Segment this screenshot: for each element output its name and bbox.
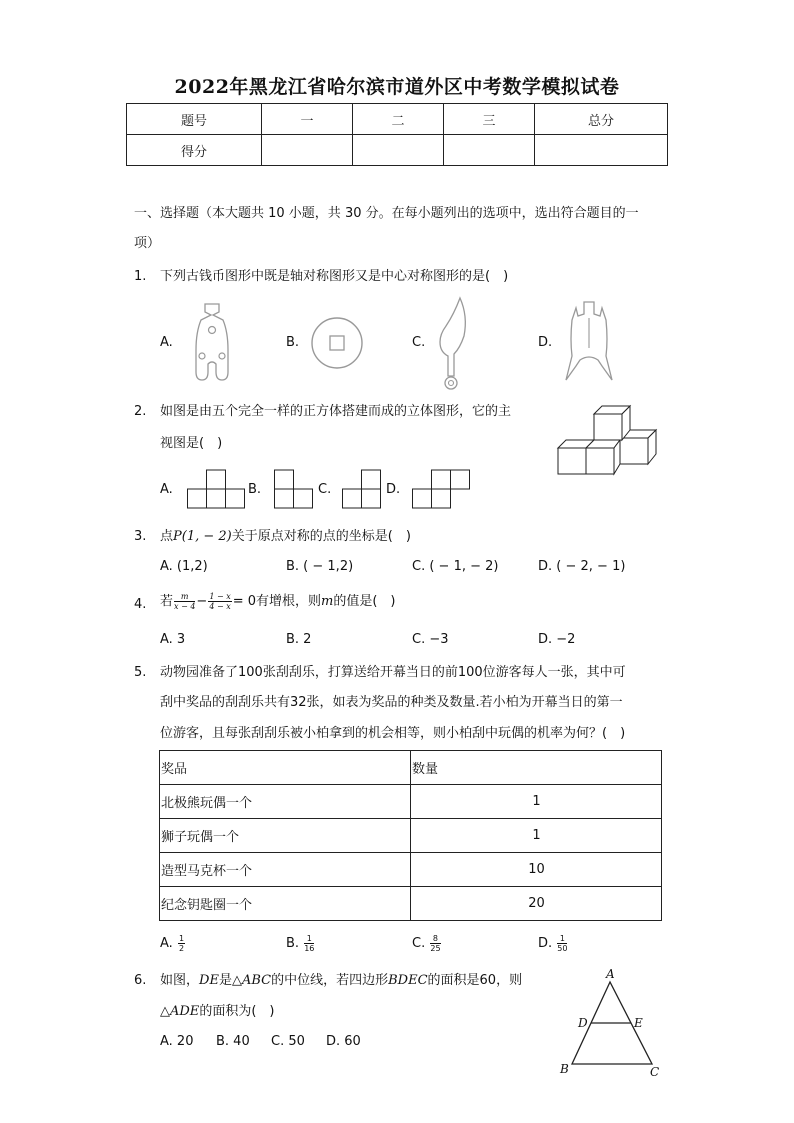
q1-option-d-label[interactable]: D. — [538, 335, 553, 350]
q6-number: 6. — [134, 973, 147, 988]
prize-table — [159, 750, 662, 921]
q6-math-abc: △ABC — [231, 973, 272, 988]
table-row — [160, 853, 662, 887]
q5-option-b-numerator: 1 — [304, 934, 314, 944]
prize-count-cell: 10 — [411, 853, 662, 887]
section-heading: 一、选择题（本大题共 10 小题，共 30 分。在每小题列出的选项中，选出符合题目的一 — [134, 206, 639, 221]
q6-math-de: DE — [199, 973, 219, 988]
table-row — [160, 819, 662, 853]
q6-triangle-figure — [556, 966, 666, 1078]
prize-name-cell: 造型马克杯一个 — [160, 853, 411, 887]
table-row — [160, 751, 662, 785]
prize-header-cell: 数量 — [411, 751, 662, 785]
page-title: 2022年黑龙江省哈尔滨市道外区中考数学模拟试卷 — [174, 76, 620, 98]
q6-option-c[interactable]: C. 50 — [271, 1034, 305, 1049]
q5-option-d-numerator: 1 — [557, 934, 567, 944]
q2-option-c-label[interactable]: C. — [318, 482, 332, 497]
q4-minus: − — [196, 594, 208, 609]
score-cell[interactable] — [353, 135, 444, 166]
score-header-cell: 一 — [262, 104, 353, 135]
q1-option-b-label[interactable]: B. — [286, 335, 300, 350]
q5-option-d-label: D. — [538, 936, 553, 951]
q4-fraction-2 — [208, 592, 231, 611]
q1-option-c-label[interactable]: C. — [412, 335, 426, 350]
q2-text-cont: 视图是( ) — [160, 436, 223, 451]
q6-option-a[interactable]: A. 20 — [160, 1034, 194, 1049]
q5-text: 动物园准备了100张刮刮乐，打算送给开幕当日的前100位游客每人一张，其中可 — [160, 665, 626, 680]
q5-option-d-denominator: 50 — [557, 944, 568, 953]
score-cell[interactable] — [535, 135, 668, 166]
q6-text-part: 如图， — [160, 973, 200, 988]
q6-text-part: 是 — [218, 973, 232, 988]
triangle-label-d: D — [578, 1016, 588, 1030]
q2-option-b-figure[interactable] — [274, 469, 316, 509]
q5-option-b-label: B. — [286, 936, 300, 951]
section-heading-cont: 项） — [134, 236, 161, 251]
q2-option-b-label[interactable]: B. — [248, 482, 262, 497]
q4-equation-tail: = 0有增根，则 — [232, 594, 321, 609]
q6-math-ade: △ADE — [160, 1004, 200, 1019]
q2-text: 如图是由五个完全一样的正方体搭建而成的立体图形，它的主 — [160, 404, 512, 419]
score-table — [126, 103, 668, 166]
prize-name-cell: 纪念钥匙圈一个 — [160, 887, 411, 921]
q6-option-b[interactable]: B. 40 — [216, 1034, 250, 1049]
q4-option-c[interactable]: C. −3 — [412, 632, 449, 647]
q5-option-a[interactable] — [160, 934, 186, 953]
q2-option-c-figure[interactable] — [342, 469, 384, 509]
q4-option-d[interactable]: D. −2 — [538, 632, 576, 647]
q4-option-b[interactable]: B. 2 — [286, 632, 312, 647]
q1-text: 下列古钱币图形中既是轴对称图形又是中心对称图形的是( ) — [160, 269, 509, 284]
score-cell[interactable] — [444, 135, 535, 166]
q5-option-b-fraction — [304, 934, 314, 953]
prize-name-cell: 狮子玩偶一个 — [160, 819, 411, 853]
q4-option-a[interactable]: A. 3 — [160, 632, 186, 647]
score-row-label: 得分 — [127, 135, 262, 166]
q4-fraction-1 — [174, 592, 195, 611]
q3-option-c[interactable]: C. ( − 1, − 2) — [412, 559, 499, 574]
q2-number: 2. — [134, 404, 147, 419]
q2-option-a-label[interactable]: A. — [160, 482, 173, 497]
q4-text-post: 的值是( ) — [333, 594, 396, 609]
prize-header-cell: 奖品 — [160, 751, 411, 785]
q2-cube-figure — [556, 404, 660, 476]
q4-number: 4. — [134, 597, 147, 612]
q3-point: P(1, − 2) — [173, 529, 232, 544]
q4-variable: m — [321, 594, 334, 609]
table-row — [160, 785, 662, 819]
q4-frac2-numerator: 1 − x — [209, 592, 231, 601]
score-header-cell: 总分 — [535, 104, 668, 135]
q3-option-d[interactable]: D. ( − 2, − 1) — [538, 559, 626, 574]
q4-frac1-denominator: x − 4 — [174, 602, 196, 611]
score-cell[interactable] — [262, 135, 353, 166]
q5-option-b[interactable] — [286, 934, 315, 953]
coin-d-figure — [562, 300, 616, 382]
q5-option-c-numerator: 8 — [430, 934, 440, 944]
q6-math-bdec: BDEC — [388, 973, 428, 988]
q4-text-pre: 若 — [160, 594, 174, 609]
q2-option-a-figure[interactable] — [187, 469, 247, 509]
q2-option-d-label[interactable]: D. — [386, 482, 401, 497]
q5-option-d[interactable] — [538, 934, 568, 953]
q1-option-a-label[interactable]: A. — [160, 335, 173, 350]
score-header-cell: 二 — [353, 104, 444, 135]
triangle-label-c: C — [650, 1065, 660, 1079]
q6-option-d[interactable]: D. 60 — [326, 1034, 361, 1049]
q5-option-c-fraction — [430, 934, 440, 953]
q5-text-cont: 刮中奖品的刮刮乐共有32张，如表为奖品的种类及数量.若小柏为开幕当日的第一 — [160, 695, 623, 710]
prize-count-cell: 1 — [411, 785, 662, 819]
table-row — [160, 887, 662, 921]
coin-a-figure — [188, 302, 236, 382]
q6-text-part: 的面积是60，则 — [427, 973, 523, 988]
q6-text — [160, 972, 522, 990]
q3-text-pre: 点 — [160, 529, 174, 544]
q5-option-d-fraction — [557, 934, 567, 953]
q4-frac2-denominator: 4 − x — [209, 602, 231, 611]
q4-frac1-numerator: m — [174, 592, 195, 602]
prize-name-cell: 北极熊玩偶一个 — [160, 785, 411, 819]
score-header-cell: 三 — [444, 104, 535, 135]
q5-option-c-label: C. — [412, 936, 426, 951]
prize-count-cell: 20 — [411, 887, 662, 921]
triangle-label-a: A — [606, 967, 615, 981]
q5-number: 5. — [134, 665, 147, 680]
q5-option-a-label: A. — [160, 936, 173, 951]
q5-option-b-denominator: 16 — [304, 944, 315, 953]
q3-option-b[interactable]: B. ( − 1,2) — [286, 559, 354, 574]
q4-text — [160, 592, 395, 611]
q2-option-d-figure[interactable] — [412, 469, 474, 509]
triangle-label-e: E — [634, 1016, 643, 1030]
q6-text-cont — [160, 1003, 274, 1021]
q5-option-c-denominator: 25 — [430, 944, 441, 953]
q3-number: 3. — [134, 529, 147, 544]
q3-text-post: 关于原点对称的点的坐标是( ) — [231, 529, 411, 544]
q1-number: 1. — [134, 269, 147, 284]
q5-option-a-fraction — [178, 934, 185, 953]
q6-text-part: 的中位线，若四边形 — [271, 973, 389, 988]
coin-b-figure — [310, 316, 364, 370]
coin-c-figure — [432, 296, 472, 392]
q3-option-a[interactable]: A. (1,2) — [160, 559, 208, 574]
score-header-cell: 题号 — [127, 104, 262, 135]
q5-option-a-numerator: 1 — [178, 934, 185, 943]
q6-text-part: 的面积为( ) — [199, 1004, 275, 1019]
q5-option-c[interactable] — [412, 934, 442, 953]
q5-option-a-denominator: 2 — [178, 944, 185, 953]
prize-count-cell: 1 — [411, 819, 662, 853]
triangle-label-b: B — [560, 1062, 569, 1076]
q5-text-cont2: 位游客，且每张刮刮乐被小柏拿到的机会相等，则小柏刮中玩偶的机率为何？( ) — [160, 726, 626, 741]
q3-text — [160, 528, 411, 546]
